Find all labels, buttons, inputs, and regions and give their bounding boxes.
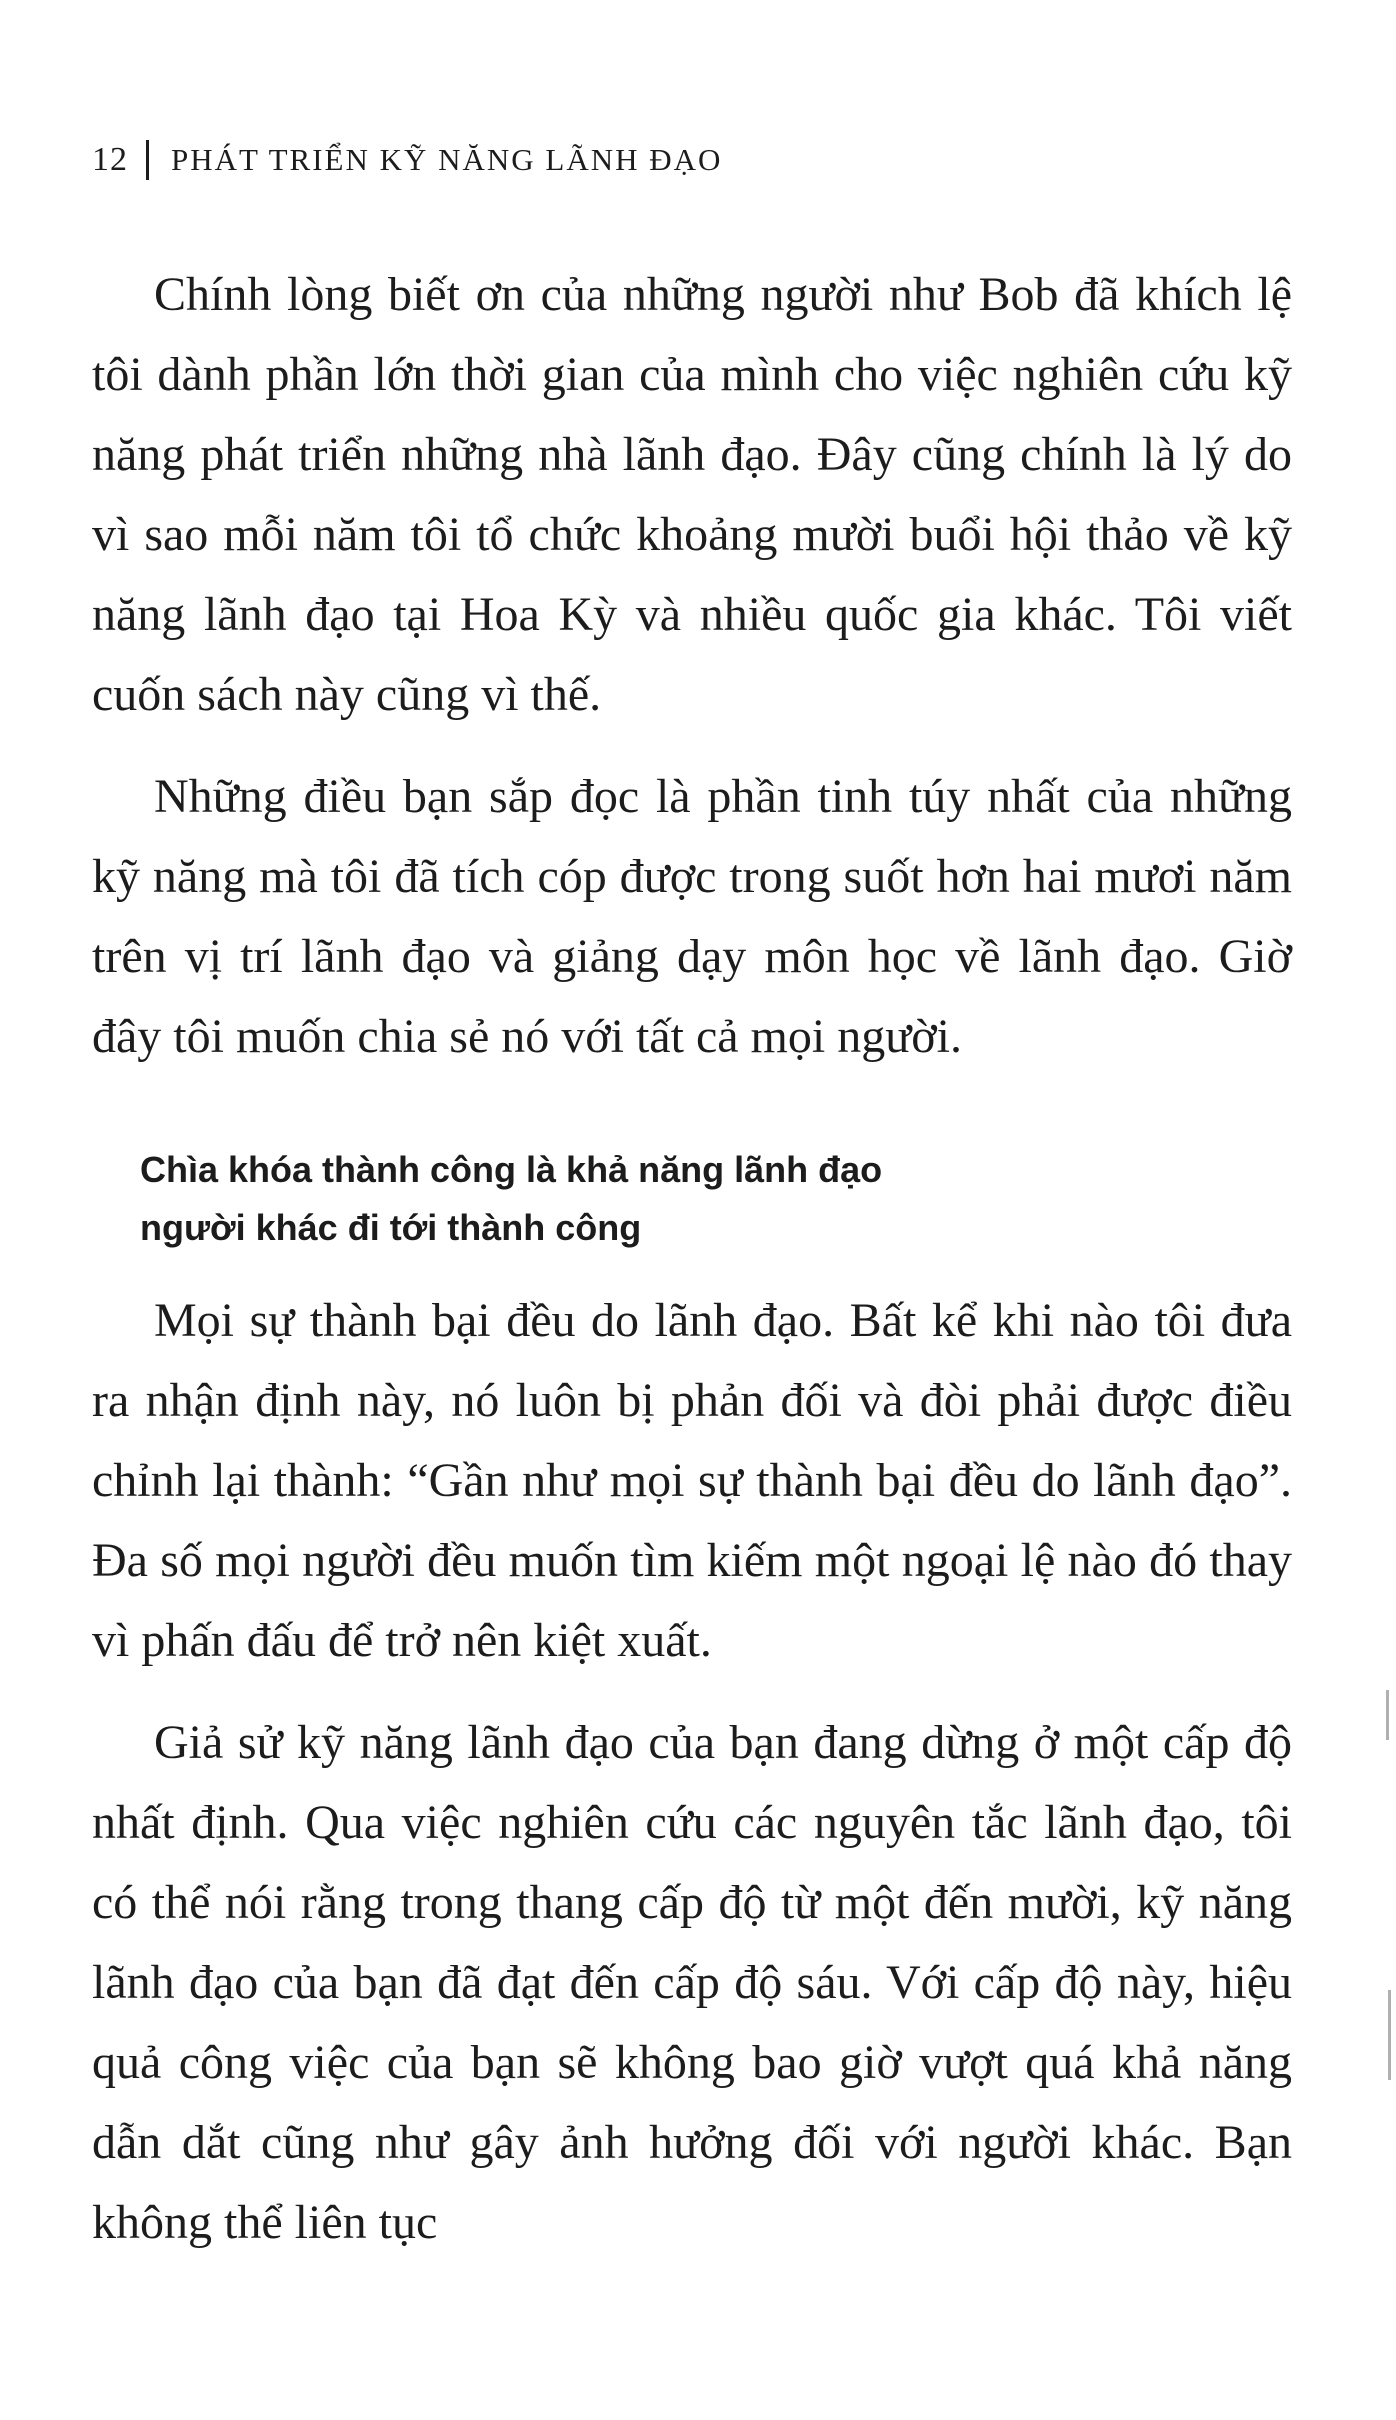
paragraph-gratitude: Chính lòng biết ơn của những người như Bob đã khích lệ tôi dành phần lớn thời gian của mình cho việc nghiên cứu kỹ năng phát triển những nhà lãnh đạo. Đây cũng chính là lý do vì sao mỗi năm tôi tổ chức khoảng mười buổi hội thảo về kỹ năng lãnh đạo tại Hoa Kỳ và nhiều quốc gia khác. Tôi viết cuốn sách này cũng vì thế. <box>92 268 1292 721</box>
section-heading-line-2: người khác đi tới thành công <box>140 1207 642 1248</box>
scan-edge-mark <box>1386 1690 1389 1740</box>
paragraph-leadership-claim: Mọi sự thành bại đều do lãnh đạo. Bất kể khi nào tôi đưa ra nhận định này, nó luôn bị phản đối và đòi phải được điều chỉnh lại thành: “Gần như mọi sự thành bại đều do lãnh đạo”. Đa số mọi người đều muốn tìm kiếm một ngoại lệ nào đó thay vì phấn đấu để trở nên kiệt xuất. <box>92 1294 1292 1667</box>
running-header <box>92 140 722 180</box>
page-number: 12 <box>92 141 128 178</box>
body-text <box>92 255 1292 2263</box>
header-separator <box>146 140 149 180</box>
section-heading-line-1: Chìa khóa thành công là khả năng lãnh đạo <box>140 1149 883 1190</box>
scan-edge-mark <box>1388 1990 1391 2080</box>
paragraph-leadership-level: Giả sử kỹ năng lãnh đạo của bạn đang dừng ở một cấp độ nhất định. Qua việc nghiên cứu các nguyên tắc lãnh đạo, tôi có thể nói rằng trong thang cấp độ từ một đến mười, kỹ năng lãnh đạo của bạn đã đạt đến cấp độ sáu. Với cấp độ này, hiệu quả công việc của bạn sẽ không bao giờ vượt quá khả năng dẫn dắt cũng như gây ảnh hưởng đối với người khác. Bạn không thể liên tục <box>92 1716 1292 2249</box>
section-heading <box>140 1141 1120 1257</box>
paragraph-experience: Những điều bạn sắp đọc là phần tinh túy nhất của những kỹ năng mà tôi đã tích cóp được trong suốt hơn hai mươi năm trên vị trí lãnh đạo và giảng dạy môn học về lãnh đạo. Giờ đây tôi muốn chia sẻ nó với tất cả mọi người. <box>92 770 1292 1063</box>
book-title: PHÁT TRIỂN KỸ NĂNG LÃNH ĐẠO <box>171 142 723 177</box>
